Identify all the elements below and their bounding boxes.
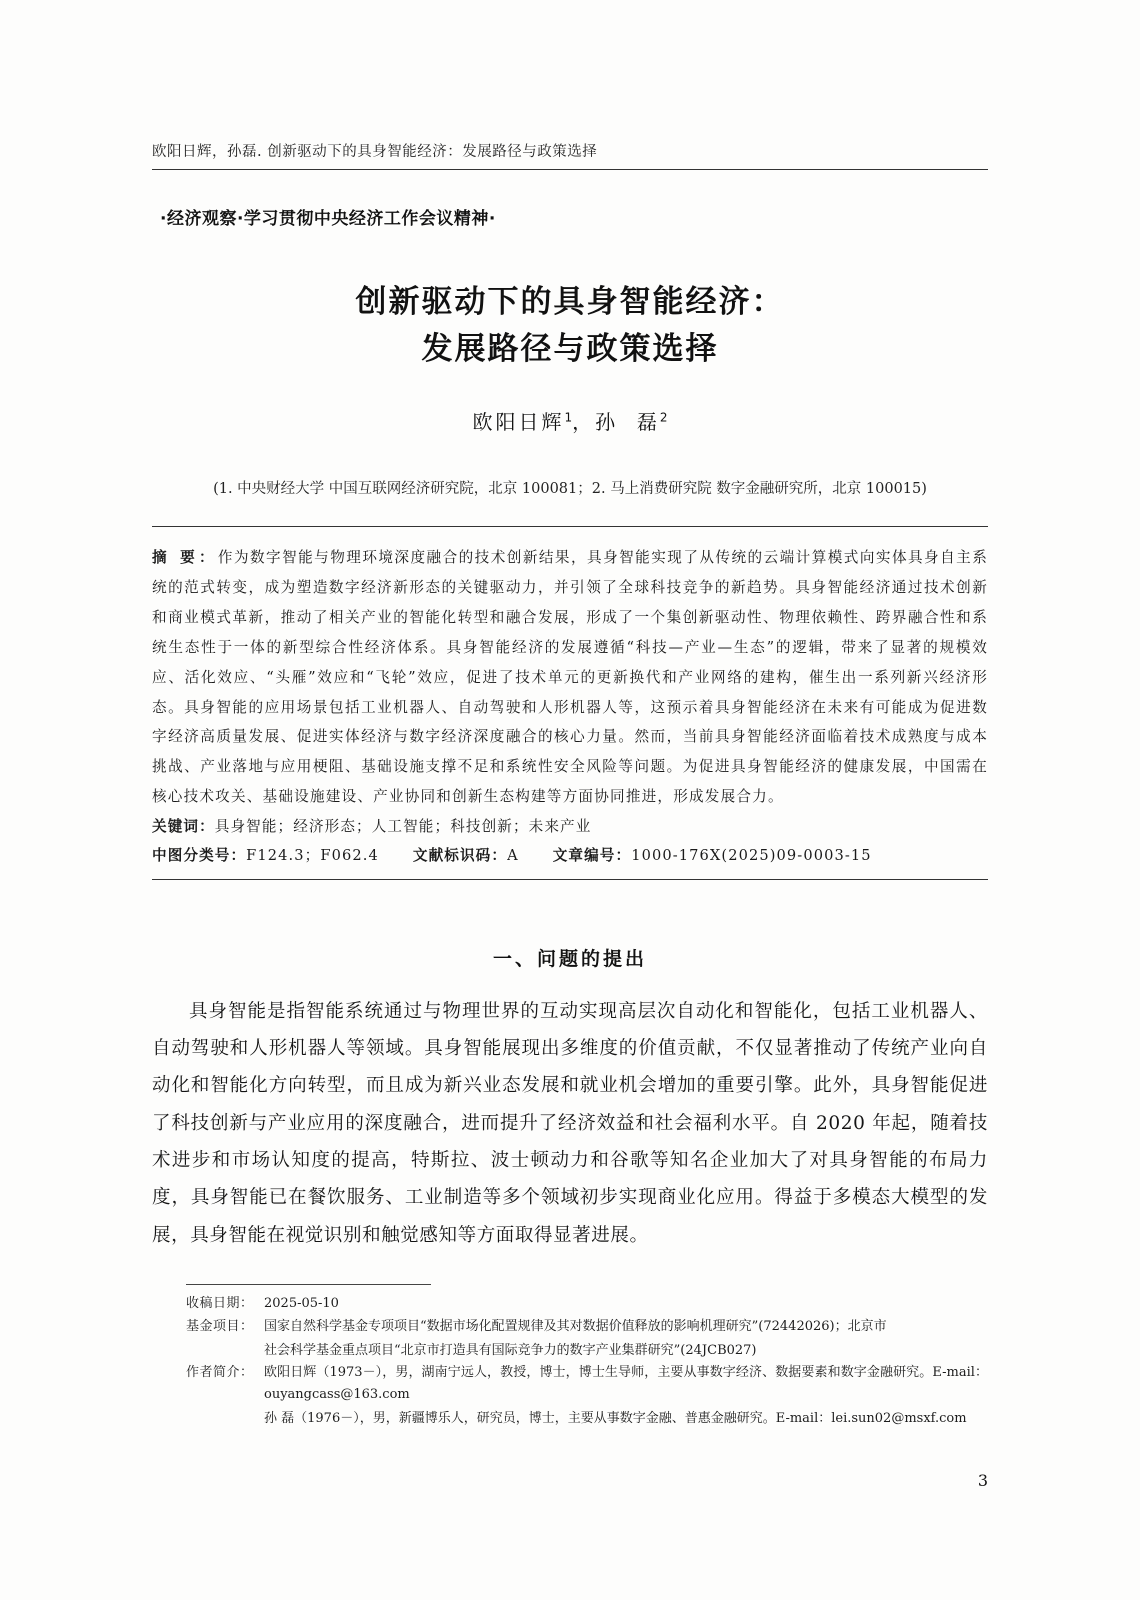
footnote-author-value-2: 孙 磊（1976－），男，新疆博乐人，研究员，博士，主要从事数字金融、普惠金融研究。E-mail：lei.sun02@msxf.com — [264, 1410, 967, 1426]
footnote-author-value: 欧阳日辉（1973－），男，湖南宁远人，教授，博士，博士生导师，主要从事数字经济、数据要素和数字金融研究。E-mail：ouyangcass@163.com — [264, 1365, 988, 1403]
author-affil-marker-2: 2 — [659, 410, 668, 425]
article-id-value: 1000-176X(2025)09-0003-15 — [631, 847, 872, 865]
page-title — [152, 279, 988, 372]
footnote-received-label: 收稿日期： — [186, 1296, 254, 1312]
footnotes-block — [186, 1293, 988, 1430]
running-head: 欧阳日辉，孙磊. 创新驱动下的具身智能经济：发展路径与政策选择 — [152, 144, 598, 160]
doc-code-label: 文献标识码： — [412, 847, 508, 865]
author-name-2: 磊 — [636, 410, 660, 434]
abstract-paragraph — [152, 543, 988, 812]
footnote-received-value: 2025-05-10 — [264, 1296, 339, 1312]
classification-line — [152, 841, 988, 870]
keywords-line — [152, 812, 988, 841]
abstract-top-rule — [152, 526, 988, 527]
section-kicker: ·经济观察·学习贯彻中央经济工作会议精神· — [160, 209, 496, 229]
author-name-1: 欧阳日辉 — [472, 410, 565, 434]
page-number: 3 — [977, 1471, 988, 1491]
clc-value: F124.3；F062.4 — [246, 847, 379, 865]
footnote-author-label: 作者简介： — [186, 1365, 254, 1381]
section-heading-1: 一、问题的提出 — [492, 947, 647, 970]
author-affil-marker-1: 1 — [564, 410, 573, 425]
title-line-2: 发展路径与政策选择 — [421, 330, 719, 367]
footnote-received — [186, 1293, 988, 1315]
footnote-fund-value: 国家自然科学基金专项项目“数据市场化配置规律及其对数据价值释放的影响机理研究”(72442026)；北京市 — [264, 1319, 887, 1335]
abstract-block — [152, 529, 988, 879]
article-id-label: 文章编号： — [552, 847, 632, 865]
header-divider — [152, 169, 988, 170]
doc-code-value: A — [507, 847, 519, 865]
abstract-label: 摘 要： — [152, 549, 218, 566]
keywords-label: 关键词： — [152, 818, 215, 836]
body-paragraph-1: 具身智能是指智能系统通过与物理世界的互动实现高层次自动化和智能化，包括工业机器人、自动驾驶和人形机器人等领域。具身智能展现出多维度的价值贡献，不仅显著推动了传统产业向自动化和智能化方向转型，而且成为新兴业态发展和就业机会增加的重要引擎。此外，具身智能促进了科技创新与产业应用的深度融合，进而提升了经济效益和社会福利水平。自 2020 年起，随着技术进步和市场认知度的提高，特斯拉、波士顿动力和谷歌等知名企业加大了对具身智能的布局力度，具身智能已在餐饮服务、工业制造等多个领域初步实现商业化应用。得益于多模态大模型的发展，具身智能在视觉识别和触觉感知等方面取得显著进展。 — [152, 1000, 988, 1246]
page-content — [152, 140, 988, 1491]
affiliation: (1. 中央财经大学 中国互联网经济研究院，北京 100081；2. 马上消费研究院 数字金融研究所，北京 100015) — [213, 481, 927, 497]
footnote-author — [186, 1362, 988, 1407]
keywords-text: 具身智能；经济形态；人工智能；科技创新；未来产业 — [214, 818, 592, 836]
title-line-1: 创新驱动下的具身智能经济： — [355, 284, 785, 320]
abstract-bottom-rule — [152, 879, 988, 880]
author-list — [152, 406, 988, 435]
footnote-fund-value-2: 社会科学基金重点项目“北京市打造具有国际竞争力的数字产业集群研究”(24JCB027) — [264, 1342, 757, 1358]
author-separator: ，孙 — [572, 410, 619, 434]
footnote-divider — [186, 1284, 431, 1285]
footnote-fund-label: 基金项目： — [186, 1319, 254, 1335]
footnote-fund — [186, 1316, 988, 1338]
clc-label: 中图分类号： — [152, 847, 247, 865]
abstract-text: 作为数字智能与物理环境深度融合的技术创新结果，具身智能实现了从传统的云端计算模式向实体具身自主系统的范式转变，成为塑造数字经济新形态的关键驱动力，并引领了全球科技竞争的新趋势。具身智能经济通过技术创新和商业模式革新，推动了相关产业的智能化转型和融合发展，形成了一个集创新驱动性、物理依赖性、跨界融合性和系统生态性于一体的新型综合性经济体系。具身智能经济的发展遵循“科技—产业—生态”的逻辑，带来了显著的规模效应、活化效应、“头雁”效应和“飞轮”效应，促进了技术单元的更新换代和产业网络的建构，催生出一系列新兴经济形态。具身智能的应用场景包括工业机器人、自动驾驶和人形机器人等，这预示着具身智能经济在未来有可能成为促进数字经济高质量发展、促进实体经济与数字经济深度融合的核心力量。然而，当前具身智能经济面临着技术成熟度与成本挑战、产业落地与应用梗阻、基础设施支撑不足和系统性安全风险等问题。为促进具身智能经济的健康发展，中国需在核心技术攻关、基础设施建设、产业协同和创新生态构建等方面协同推进，形成发展合力。 — [152, 549, 988, 806]
